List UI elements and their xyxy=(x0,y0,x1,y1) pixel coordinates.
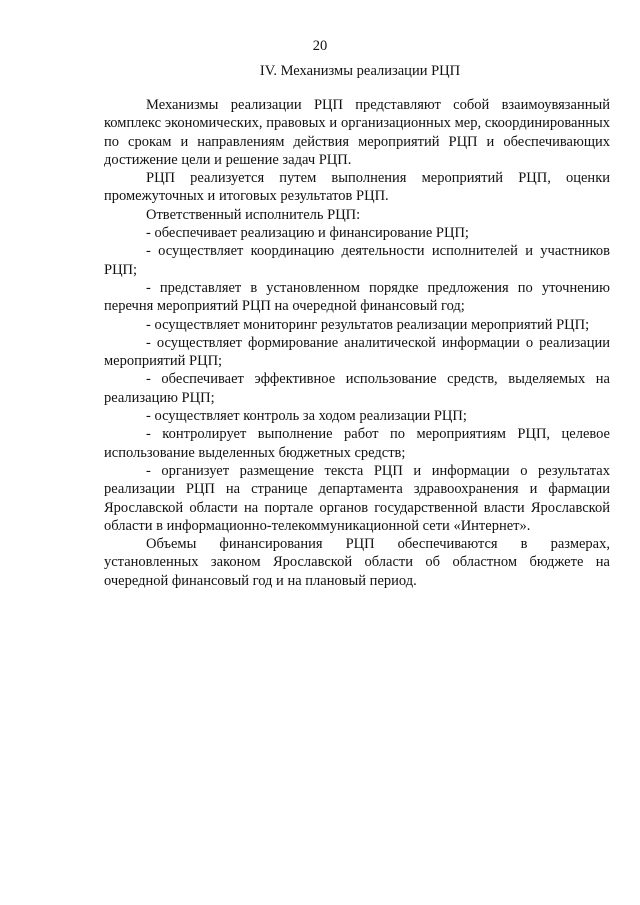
section-body xyxy=(104,96,610,590)
paragraph-responsible-executor: Ответственный исполнитель РЦП: xyxy=(146,206,361,223)
paragraph-mechanisms-definition: Механизмы реализации РЦП представляют собой взаимоувязанный комплекс экономических, правовых и организационных мер, скоординированных по срокам и направлениям действия мероприятий РЦП и обеспечивающих достижение цели и решение задач РЦП. xyxy=(104,97,610,168)
section-title: IV. Механизмы реализации РЦП xyxy=(259,63,461,79)
list-item-duty: - контролирует выполнение работ по мероприятиям РЦП, целевое использование выделенных бюджетных средств; xyxy=(104,426,610,461)
list-item-duty: - осуществляет контроль за ходом реализации РЦП; xyxy=(146,408,467,425)
list-item-duty: - обеспечивает эффективное использование средств, выделяемых на реализацию РЦП; xyxy=(104,371,610,406)
list-item-duty: - организует размещение текста РЦП и информации о результатах реализации РЦП на странице департамента здравоохранения и фармации Ярославской области на портале органов государственной власти Ярославской области в информационно-телекоммуникационной сети «Интернет». xyxy=(104,462,610,534)
paragraph-implementation-method: РЦП реализуется путем выполнения мероприятий РЦП, оценки промежуточных и итоговых результатов РЦП. xyxy=(104,170,610,205)
list-item-duty: - осуществляет координацию деятельности исполнителей и участников РЦП; xyxy=(104,243,610,278)
list-item-duty: - обеспечивает реализацию и финансирование РЦП; xyxy=(146,225,469,242)
paragraph-funding: Объемы финансирования РЦП обеспечиваются в размерах, установленных законом Ярославской области об областном бюджете на очередной финансовый год и на плановый период. xyxy=(104,536,610,589)
list-item-duty: - осуществляет мониторинг результатов реализации мероприятий РЦП; xyxy=(146,316,590,333)
list-item-duty: - представляет в установленном порядке предложения по уточнению перечня мероприятий РЦП на очередной финансовый год; xyxy=(104,279,610,315)
page-number: 20 xyxy=(312,38,328,54)
list-item-duty: - осуществляет формирование аналитической информации о реализации мероприятий РЦП; xyxy=(104,334,610,370)
